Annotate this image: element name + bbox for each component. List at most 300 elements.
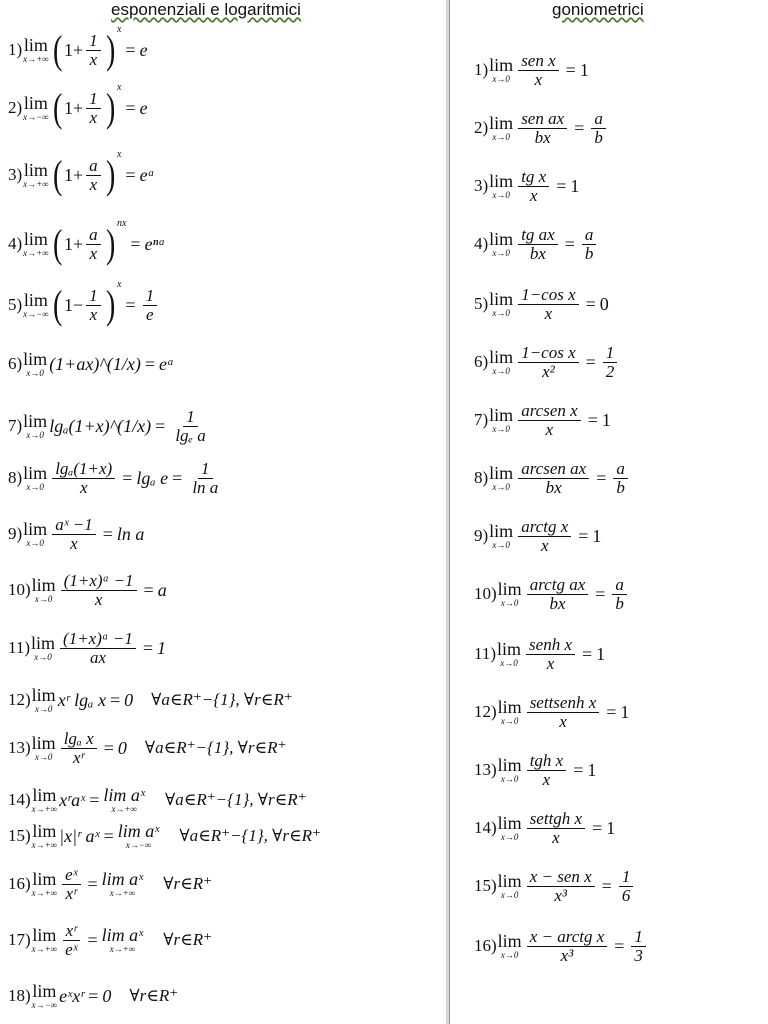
denominator: x [542,769,551,789]
denominator: bx [534,127,551,147]
denominator: b [616,477,625,497]
denominator: x [534,69,543,89]
base: 1+ [63,39,84,60]
condition: ∀a∈R⁺−{1}, ∀r∈R⁺ [179,826,321,845]
limit-word: lim [497,579,522,600]
limit-operator [23,350,47,378]
limit-word: lim [489,289,514,310]
limit-operator [498,756,522,784]
paren-right: ) [105,221,115,266]
numerator: lgₐ(1+x) [52,460,115,479]
formula-number: 9) [8,524,23,544]
equals-sign: = [565,59,576,80]
fraction [518,344,578,381]
limit-subscript: x→0 [500,774,519,785]
formula-number: 7) [474,410,489,430]
formula-row [474,110,609,147]
formula-row [474,286,609,323]
result: eⁿᵃ [144,233,166,254]
limit-word: lim [489,171,514,192]
equals-sign: = [125,164,136,185]
formula-row [474,518,601,555]
limit-word: lim [23,519,48,540]
formula-row [474,52,589,89]
formula-row [474,636,605,673]
formula-number: 12) [474,702,497,722]
formula-row [474,928,649,965]
limit-subscript: x→0 [492,366,510,377]
limit-word: lim [23,35,48,55]
fraction [526,636,575,673]
limit-word: lim [23,93,48,113]
denominator: ln a [192,477,219,497]
denominator: x [89,174,98,194]
denominator: b [615,593,624,613]
limit-subscript: x→0 [500,832,519,843]
fraction [518,110,567,147]
formula-number: 17) [8,930,31,950]
limit-word: lim [32,785,57,805]
equals-sign: = [564,233,575,254]
formula-number: 15) [8,826,31,845]
limit-operator [31,634,55,662]
numerator: eˣ [62,866,80,885]
result: 0 [117,737,127,758]
limit-subscript: x→0 [492,482,510,493]
result-fraction [612,576,627,613]
result: e [139,97,148,118]
formula-row [474,576,630,613]
result-fraction [631,928,646,965]
numerator: a [591,110,606,129]
denominator: x [544,303,553,323]
base: 1− [63,294,84,315]
limit-word: lim [489,113,514,134]
limit-word: lim [489,405,514,426]
equals-sign: = [578,525,589,546]
result: ln a [116,523,145,544]
limit-subscript: x→+∞ [23,54,49,64]
equals-sign: = [574,117,585,138]
limit-subscript: x→0 [34,652,52,663]
equals-sign: = [601,875,612,896]
fraction [61,730,97,767]
limit-operator [32,734,56,762]
limit-word: lim [489,229,514,250]
result: 1 [157,637,167,658]
limit-operator [32,870,57,898]
limit-operator [498,580,522,608]
denominator: ax [89,647,106,667]
formula-number: 11) [8,638,31,658]
limit-word: lim [497,755,522,776]
fraction [527,752,567,789]
limit-subscript: x→0 [26,538,44,549]
fraction [518,518,571,555]
formula-number: 9) [474,526,489,546]
denominator: x [79,477,88,497]
equals-sign: = [122,467,133,488]
result: eᵃ [139,164,155,185]
condition: ∀r∈R⁺ [129,986,179,1005]
fraction [86,32,101,69]
header-trigonometric: goniometrici [552,0,644,19]
limit-operator [32,982,57,1010]
formula-row [8,350,174,378]
equals-sign: = [144,353,156,374]
equals-sign: = [587,409,598,430]
limit-subscript: x→0 [500,890,519,901]
formula-number: 3) [474,176,489,196]
formula-number: 14) [474,818,497,838]
column-divider-line [449,0,450,1024]
formula-row [8,822,321,850]
fraction [527,694,600,731]
limit-operator [498,932,522,960]
result: 1 [620,701,630,722]
formula-row [8,82,148,130]
denominator: 3 [634,945,643,965]
condition: ∀r∈R⁺ [163,874,213,894]
fraction [52,516,96,553]
numerator: tgh x [527,752,567,771]
numerator: arcsen x [518,402,581,421]
numerator: sen ax [518,110,567,129]
equals-sign: = [585,293,596,314]
limit-word: lim [31,575,56,596]
limit-word: lim [31,733,56,754]
limit-operator [23,520,47,548]
expression: (1+ax)^(1/x) [49,353,141,374]
limit-word: lim [497,871,522,892]
limit-operator [489,172,513,200]
denominator: x [545,419,554,439]
limit-operator [498,814,522,842]
limit-operator [32,786,57,814]
numerator: lgₐ x [61,730,97,749]
paren-right: ) [105,282,115,327]
denominator: x [94,589,103,609]
paren-right: ) [105,27,115,72]
equals-sign: = [556,175,567,196]
fraction [518,52,558,89]
paren-right: ) [105,85,115,130]
numerator: 1−cos x [518,344,578,363]
expression: eˣxʳ [59,985,85,1006]
limit-word: lim [23,160,48,180]
result: 0 [599,293,609,314]
denominator: b [584,243,594,263]
numerator: arcsen ax [518,460,589,479]
formula-number: 8) [474,468,489,488]
formula-row [8,24,148,72]
limit-operator [23,464,47,492]
formula-number: 7) [8,416,23,436]
exponent: nx [116,218,127,229]
denominator: x [89,304,98,324]
rhs-limit [118,822,160,850]
formula-number: 10) [474,584,497,604]
limit-word: lim [23,229,48,249]
result-fraction [619,868,634,905]
rhs-subscript: x→+∞ [111,804,137,814]
condition: ∀a∈R⁺−{1}, ∀r∈R⁺ [164,790,307,809]
formula-number: 11) [474,644,497,664]
base: 1+ [63,97,84,118]
result: lgₐ e [136,467,169,488]
result: a [157,579,167,600]
equals-sign: = [143,579,154,600]
result: 1 [579,59,589,80]
formula-number: 6) [8,354,23,373]
limit-word: lim [32,981,57,1001]
limit-word: lim [32,869,57,890]
limit-operator [489,406,513,434]
limit-subscript: x→0 [492,248,510,259]
fraction [62,922,80,959]
denominator: 2 [605,361,615,381]
limit-word: lim [23,349,48,369]
limit-subscript: x→0 [26,430,44,441]
formula-row [8,630,166,667]
limit-operator [23,230,48,258]
limit-subscript: x→0 [34,594,53,605]
denominator: x² [542,361,555,381]
fraction [62,866,80,903]
limit-word: lim [497,697,522,718]
formula-row [8,408,212,445]
numerator: 1 [198,460,213,479]
limit-operator [497,640,521,668]
denominator: x [552,827,560,847]
limit-subscript: x→−∞ [31,1000,58,1010]
formula-row [474,168,579,205]
limit-subscript: x→0 [500,716,519,727]
rhs-limit [102,926,144,954]
limit-word: lim [489,521,514,542]
formula-number: 1) [8,40,23,59]
condition: ∀r∈R⁺ [163,930,213,950]
fraction [52,460,115,497]
formula-number: 1) [474,60,489,80]
paren-left: ( [52,27,62,72]
formula-row [474,868,636,905]
paren-left: ( [52,152,62,197]
equals-sign: = [87,929,98,950]
numerator: settsenh x [527,694,600,713]
formula-row [474,460,631,497]
denominator: eˣ [65,939,78,959]
limit-subscript: x→+∞ [31,944,58,955]
fraction [527,868,595,905]
limit-operator [32,822,57,850]
result: eᵃ [159,353,175,374]
limit-operator [32,926,57,954]
limit-subscript: x→−∞ [23,112,49,122]
rhs-limit [103,786,145,814]
fraction [86,90,101,127]
result-fraction [591,110,606,147]
equals-sign: = [125,294,136,315]
formula-row [8,149,155,197]
condition: ∀a∈R⁺−{1}, ∀r∈R⁺ [151,690,293,709]
denominator: x [89,107,98,127]
limit-word: lim [32,925,57,946]
result: 0 [124,689,134,710]
numerator: 1 [143,287,158,306]
paren-left: ( [52,221,62,266]
equals-sign: = [103,825,114,846]
limit-operator [498,872,522,900]
fraction [518,226,558,263]
limit-operator [23,161,48,189]
limit-word: lim [31,633,56,654]
formula-number: 16) [474,936,497,956]
formula-row [8,982,178,1010]
equals-sign: = [595,583,606,604]
formula-row [8,218,166,266]
fraction [527,810,585,847]
numerator: arctg x [518,518,571,537]
equals-sign: = [592,817,603,838]
denominator: x [540,535,549,555]
numerator: (1+x)ᵃ −1 [61,572,137,591]
result: 1 [601,409,611,430]
limit-subscript: x→−∞ [23,309,49,319]
equals-sign: = [87,873,98,894]
limit-operator [32,576,56,604]
formula-number: 10) [8,580,31,600]
formula-number: 5) [474,294,489,314]
limit-subscript: x→0 [34,704,53,714]
denominator: x [70,533,78,553]
denominator: x [89,243,98,263]
equals-sign: = [89,789,100,810]
expression: xʳaˣ [59,789,86,810]
equals-sign: = [614,935,625,956]
limit-word: lim [497,639,522,660]
equals-sign: = [88,985,99,1006]
limit-subscript: x→+∞ [31,840,58,850]
denominator: b [594,127,603,147]
fraction [60,630,136,667]
formula-row [8,516,144,553]
limit-subscript: x→+∞ [31,804,58,814]
limit-word: lim [497,931,522,952]
expression: lgₐ(1+x)^(1/x) [49,415,152,436]
denominator: xʳ [73,747,85,767]
limit-word: lim [31,685,56,705]
fraction [527,928,608,965]
numerator: a [612,576,627,595]
formula-row [8,786,307,814]
limit-operator [498,698,522,726]
rhs-expression: lim aˣ [103,785,145,805]
limit-subscript: x→+∞ [23,179,49,189]
numerator: a [86,226,101,245]
numerator: a [582,226,597,245]
limit-subscript: x→0 [492,132,510,143]
formula-number: 8) [8,468,23,488]
result: 1 [592,525,602,546]
formula-number: 18) [8,986,31,1005]
numerator: tg ax [518,226,558,245]
formula-number: 4) [8,234,23,253]
limit-subscript: x→0 [492,540,510,551]
limit-operator [32,686,56,714]
limit-word: lim [489,347,514,368]
limit-operator [23,94,48,122]
formula-row [8,572,167,609]
formula-row [474,694,629,731]
numerator: sen x [518,52,558,71]
formula-number: 2) [474,118,489,138]
denominator: lgₑ a [175,425,206,445]
fraction [86,157,101,194]
result-fraction [189,460,221,497]
equals-sign: = [585,351,596,372]
fraction [518,402,581,439]
limit-operator [489,114,513,142]
denominator: xʳ [65,883,77,903]
limit-operator [489,348,513,376]
result: e [139,39,148,60]
fraction [86,226,101,263]
formula-row [8,279,160,327]
limit-subscript: x→0 [500,598,519,609]
expression: xʳ lgₐ x [57,689,106,710]
formula-row [474,402,611,439]
limit-operator [489,230,513,258]
denominator: x³ [554,885,567,905]
fraction [518,286,578,323]
numerator: xʳ [63,922,80,941]
header-exponential-logarithmic: esponenziali e logaritmici [111,0,301,19]
denominator: x [559,711,567,731]
equals-sign: = [582,643,593,664]
formula-number: 2) [8,98,23,117]
formula-row [474,752,596,789]
rhs-expression: lim aˣ [101,869,144,890]
denominator: bx [529,243,546,263]
numerator: a [86,157,101,176]
expression: |x|ʳ aˣ [59,825,100,846]
denominator: x [546,653,555,673]
rhs-limit [102,870,144,898]
numerator: 1 [183,408,198,427]
limit-subscript: x→0 [500,658,518,669]
limit-subscript: x→0 [492,308,510,319]
limit-operator [489,522,513,550]
limit-operator [489,290,513,318]
base: 1+ [63,233,84,254]
rhs-subscript: x→−∞ [125,840,152,850]
numerator: a [613,460,628,479]
formula-number: 3) [8,165,23,184]
limit-subscript: x→0 [492,74,510,85]
result: 0 [102,985,112,1006]
limit-operator [23,412,47,440]
formula-row [8,922,212,959]
limit-word: lim [23,290,48,310]
formula-number: 16) [8,874,31,894]
result: 1 [606,817,616,838]
result: 1 [596,643,606,664]
numerator: tg x [518,168,549,187]
limit-subscript: x→+∞ [23,248,49,258]
formula-row [8,730,286,767]
limit-subscript: x→0 [26,482,44,493]
